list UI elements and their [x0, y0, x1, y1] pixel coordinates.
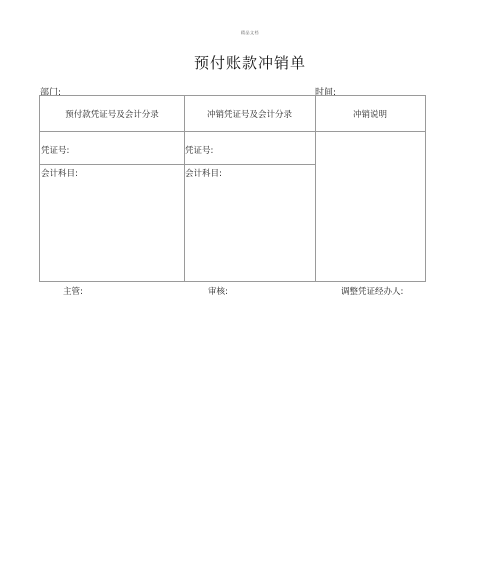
prepayment-voucher-number-label: 凭证号: — [41, 146, 70, 156]
prepayment-account-label: 会计科目: — [41, 169, 78, 179]
writeoff-voucher-number-label: 凭证号: — [185, 146, 214, 156]
page-title: 预付账款冲销单 — [193, 54, 306, 72]
writeoff-form-table — [39, 95, 426, 282]
row-divider — [184, 164, 315, 165]
header-mark: 精品文档 — [241, 30, 259, 35]
column-header-writeoff-voucher: 冲销凭证号及会计分录 — [206, 109, 292, 120]
column-header-prepayment-voucher: 预付款凭证号及会计分录 — [65, 109, 159, 120]
supervisor-signature-label: 主管: — [63, 287, 83, 297]
reviewer-signature-label: 审核: — [208, 287, 228, 297]
header-divider — [40, 131, 425, 132]
writeoff-account-label: 会计科目: — [185, 169, 222, 179]
handler-signature-label: 调整凭证经办人: — [341, 287, 404, 297]
time-label: 时间: — [315, 88, 337, 98]
row-divider — [40, 164, 184, 165]
department-label: 部门: — [40, 88, 62, 98]
column-header-writeoff-note: 冲销说明 — [352, 109, 387, 120]
